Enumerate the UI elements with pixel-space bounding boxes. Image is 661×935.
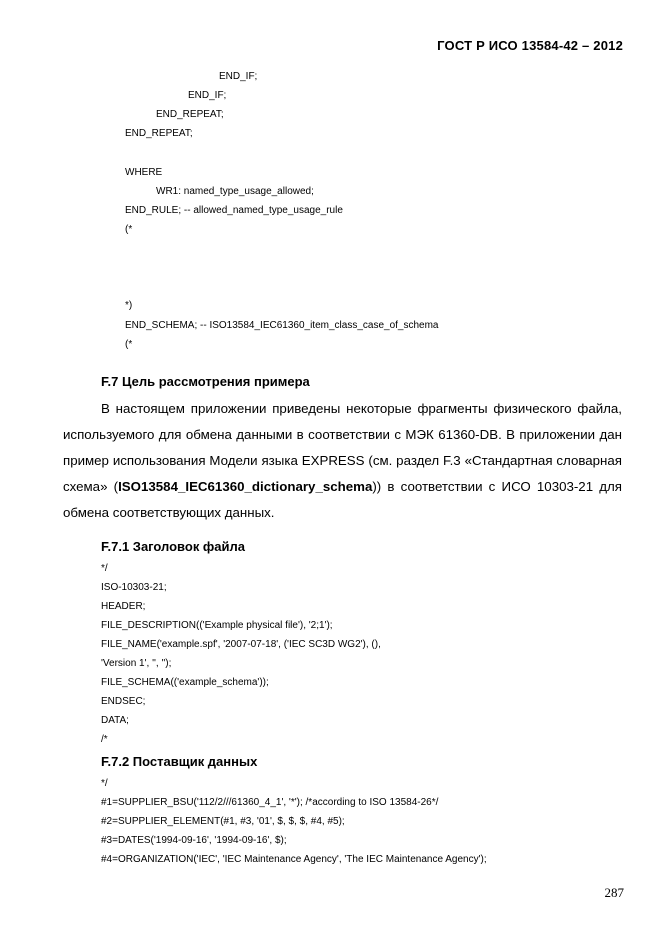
code-line: #3=DATES('1994-09-16', '1994-09-16', $); [101, 835, 287, 846]
code-line: #4=ORGANIZATION('IEC', 'IEC Maintenance Agency', 'The IEC Maintenance Agency'); [101, 854, 487, 865]
section-heading: F.7 Цель рассмотрения примера [101, 374, 310, 389]
body-paragraph [63, 396, 622, 526]
page-number: 287 [604, 885, 624, 900]
section-heading: F.7.2 Поставщик данных [101, 754, 258, 769]
code-line: (* [125, 339, 133, 350]
paragraph-text: )) в соответствии с ИСО 10303-21 для обмена соответствующих данных. [63, 479, 622, 520]
code-line: #2=SUPPLIER_ELEMENT(#1, #3, '01', $, $, $, #4, #5); [101, 816, 345, 827]
code-line: END_IF; [219, 71, 258, 82]
document-header: ГОСТ Р ИСО 13584-42 – 2012 [437, 38, 623, 53]
code-line: END_SCHEMA; -- ISO13584_IEC61360_item_class_case_of_schema [125, 320, 439, 331]
code-line: FILE_NAME('example.spf', '2007-07-18', ('IEC SC3D WG2'), (), [101, 639, 381, 650]
code-line: */ [101, 778, 108, 789]
code-line: WR1: named_type_usage_allowed; [156, 186, 314, 197]
code-line: #1=SUPPLIER_BSU('112/2///61360_4_1', '*'); /*according to ISO 13584-26*/ [101, 797, 439, 808]
code-line: WHERE [125, 167, 163, 178]
code-line: ENDSEC; [101, 696, 146, 707]
code-line: END_RULE; -- allowed_named_type_usage_rule [125, 205, 343, 216]
code-line: FILE_SCHEMA(('example_schema')); [101, 677, 269, 688]
code-line: /* [101, 734, 108, 745]
schema-name: ISO13584_IEC61360_dictionary_schema [118, 479, 373, 494]
section-heading: F.7.1 Заголовок файла [101, 539, 246, 554]
code-line: DATA; [101, 715, 129, 726]
code-line: */ [101, 563, 108, 574]
code-line: END_REPEAT; [156, 109, 224, 120]
code-line: 'Version 1', '', ''); [101, 658, 172, 669]
code-line: (* [125, 224, 133, 235]
code-line: HEADER; [101, 601, 146, 612]
code-line: END_IF; [188, 90, 227, 101]
code-line: ISO-10303-21; [101, 582, 167, 593]
code-line: *) [125, 300, 133, 311]
code-line: FILE_DESCRIPTION(('Example physical file'), '2;1'); [101, 620, 333, 631]
paragraph-text: В настоящем приложении приведены некоторые фрагменты физического файла, используемого для обмена данными в соответствии с МЭК 61360-DB. В приложении дан пример использования Модели языка EXPRESS (см. раздел F.3 «Стандартная словарная схема» ( [63, 401, 622, 494]
code-line: END_REPEAT; [125, 128, 193, 139]
